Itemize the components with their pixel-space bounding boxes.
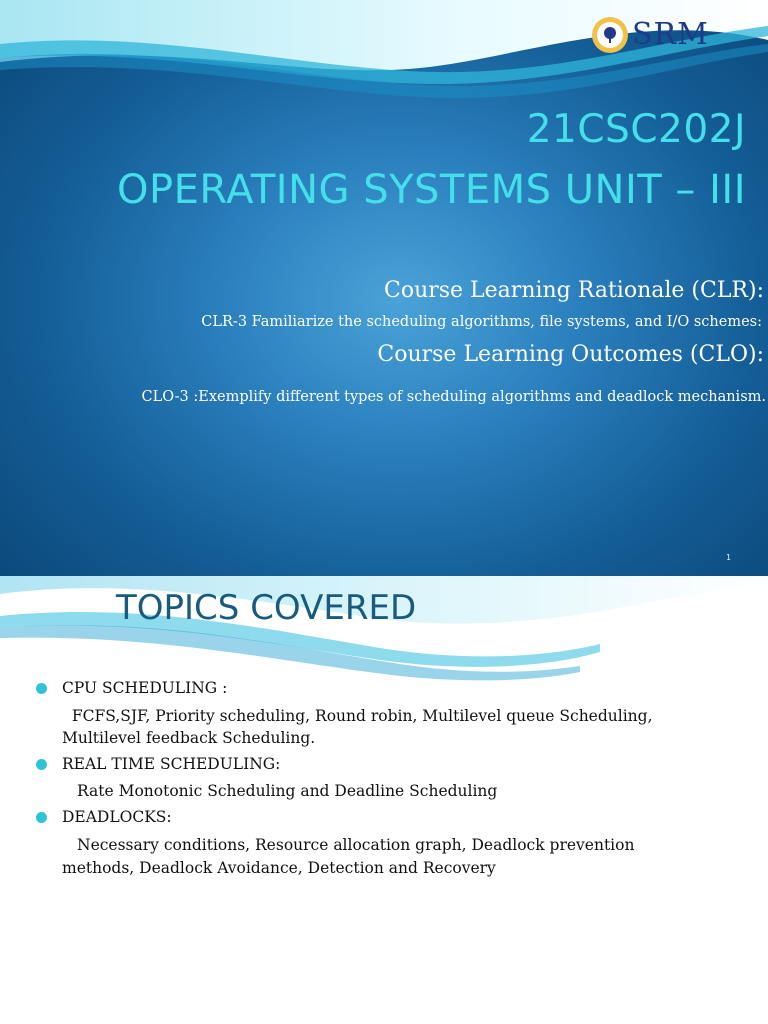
srm-logo-text: SRM	[632, 17, 709, 52]
slide-number: 1	[726, 553, 732, 562]
topic-heading-text: CPU SCHEDULING :	[62, 679, 228, 697]
topic-heading-text: REAL TIME SCHEDULING:	[62, 755, 281, 773]
topic-description: methods, Deadlock Avoidance, Detection and Recovery	[62, 859, 496, 877]
bullet-icon	[36, 812, 47, 823]
srm-emblem-icon	[592, 17, 628, 53]
topic-heading	[36, 806, 172, 828]
clr-heading: Course Learning Rationale (CLR):	[383, 278, 764, 303]
clo-text: CLO-3 :Exemplify different types of scheduling algorithms and deadlock mechanism.	[141, 389, 766, 405]
topic-heading	[36, 677, 227, 699]
topic-description: Rate Monotonic Scheduling and Deadline Scheduling	[77, 782, 498, 800]
course-code: 21CSC202J	[526, 107, 746, 152]
clo-heading: Course Learning Outcomes (CLO):	[377, 342, 764, 367]
srm-logo	[592, 17, 709, 53]
topics-slide	[0, 576, 768, 1024]
bullet-icon	[36, 683, 47, 694]
topic-heading	[36, 753, 280, 775]
topic-description: FCFS,SJF, Priority scheduling, Round robin, Multilevel queue Scheduling,	[62, 707, 653, 725]
clr-text: CLR-3 Familiarize the scheduling algorithms, file systems, and I/O schemes:	[201, 314, 762, 330]
topics-title: TOPICS COVERED	[116, 588, 417, 628]
course-title: OPERATING SYSTEMS UNIT – III	[117, 167, 746, 213]
topic-heading-text: DEADLOCKS:	[62, 808, 172, 826]
topic-description: Multilevel feedback Scheduling.	[62, 729, 316, 747]
bullet-icon	[36, 759, 47, 770]
topic-description: Necessary conditions, Resource allocation graph, Deadlock prevention	[77, 836, 635, 854]
